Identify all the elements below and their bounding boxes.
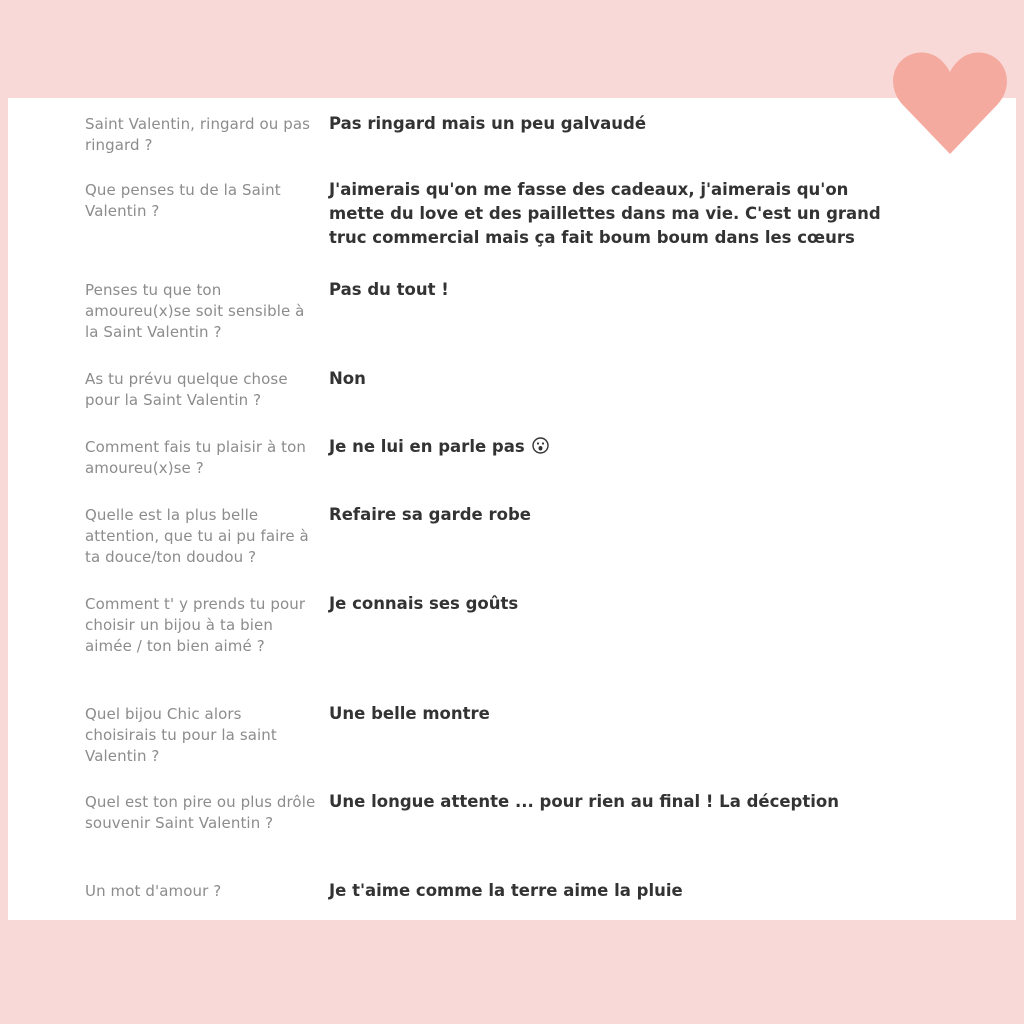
question-text: Comment t' y prends tu pour choisir un bijou à ta bien aimée / ton bien aimé ?	[85, 595, 306, 655]
answer-text: Pas du tout !	[329, 280, 449, 299]
answer-text: Une longue attente ... pour rien au final ! La déception	[329, 792, 839, 811]
answer-text: Non	[329, 369, 366, 388]
question-text: Quel est ton pire ou plus drôle souvenir Saint Valentin ?	[85, 793, 316, 832]
astonished-face-icon	[532, 437, 549, 461]
question-text: As tu prévu quelque chose pour la Saint Valentin ?	[85, 370, 288, 409]
question-text: Penses tu que ton amoureu(x)se soit sensible à la Saint Valentin ?	[85, 281, 305, 341]
qa-card	[8, 98, 1016, 920]
answer-text: J'aimerais qu'on me fasse des cadeaux, j'aimerais qu'on mette du love et des paillettes dans ma vie. C'est un grand truc commercial mais ça fait boum boum dans les cœurs	[329, 180, 881, 247]
answer-text: Refaire sa garde robe	[329, 505, 531, 524]
answer-text: Je ne lui en parle pas	[329, 437, 525, 456]
question-text: Que penses tu de la Saint Valentin ?	[85, 181, 281, 220]
heart-icon	[890, 48, 1010, 158]
answer-line	[329, 435, 889, 461]
question-text: Quel bijou Chic alors choisirais tu pour la saint Valentin ?	[85, 705, 277, 765]
answer-text: Je connais ses goûts	[329, 594, 519, 613]
question-text: Quelle est la plus belle attention, que tu ai pu faire à ta douce/ton doudou ?	[85, 506, 309, 566]
question-text: Comment fais tu plaisir à ton amoureu(x)se ?	[85, 438, 307, 477]
answer-text: Pas ringard mais un peu galvaudé	[329, 114, 647, 133]
answer-text: Je t'aime comme la terre aime la pluie	[329, 881, 683, 900]
answer-text: Une belle montre	[329, 704, 490, 723]
question-text: Saint Valentin, ringard ou pas ringard ?	[85, 115, 311, 154]
question-text: Un mot d'amour ?	[85, 882, 222, 900]
